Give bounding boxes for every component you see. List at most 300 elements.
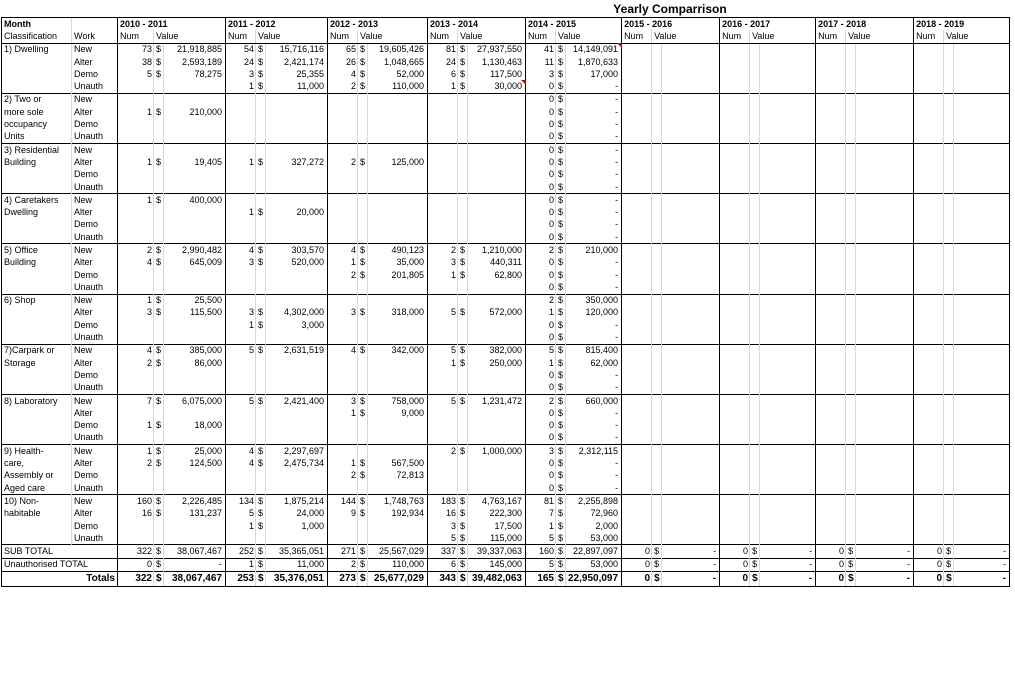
empty-currency-cell[interactable] [652,244,662,257]
empty-currency-cell[interactable] [358,369,368,381]
value-cell[interactable]: 145,000 [468,558,526,571]
empty-value-cell[interactable] [468,294,526,307]
num-cell[interactable]: 4 [328,244,358,257]
empty-num-cell[interactable] [720,331,750,344]
value-cell[interactable]: - [566,382,622,395]
currency-cell[interactable]: $ [458,558,468,571]
empty-num-cell[interactable] [622,432,652,445]
empty-value-cell[interactable] [266,106,328,118]
value-cell[interactable]: 19,405 [164,156,226,168]
empty-currency-cell[interactable] [944,106,954,118]
currency-cell[interactable]: $ [358,558,368,571]
empty-value-cell[interactable] [662,257,720,269]
num-cell[interactable]: 1 [118,156,154,168]
empty-num-cell[interactable] [816,520,846,532]
classification-cell[interactable] [2,169,72,181]
empty-currency-cell[interactable] [846,357,856,369]
num-cell[interactable]: 0 [118,558,154,571]
work-type-cell[interactable]: New [72,495,118,508]
empty-num-cell[interactable] [622,169,652,181]
empty-currency-cell[interactable] [358,520,368,532]
empty-num-cell[interactable] [428,281,458,294]
value-cell[interactable]: - [856,545,914,558]
empty-currency-cell[interactable] [652,43,662,56]
empty-currency-cell[interactable] [652,432,662,445]
classification-cell[interactable] [2,420,72,432]
currency-cell[interactable]: $ [154,156,164,168]
empty-value-cell[interactable] [164,206,226,218]
empty-value-cell[interactable] [760,394,816,407]
value-cell[interactable]: 2,226,485 [164,495,226,508]
empty-value-cell[interactable] [856,206,914,218]
currency-cell[interactable]: $ [358,457,368,469]
empty-num-cell[interactable] [118,331,154,344]
currency-cell[interactable]: $ [556,169,566,181]
empty-num-cell[interactable] [622,93,652,106]
empty-currency-cell[interactable] [750,482,760,495]
empty-currency-cell[interactable] [846,307,856,319]
empty-currency-cell[interactable] [944,294,954,307]
empty-value-cell[interactable] [164,269,226,281]
empty-currency-cell[interactable] [154,407,164,419]
empty-value-cell[interactable] [266,93,328,106]
empty-num-cell[interactable] [816,394,846,407]
num-cell[interactable]: 322 [118,545,154,558]
empty-num-cell[interactable] [328,482,358,495]
num-cell[interactable]: 2 [328,156,358,168]
num-cell[interactable]: 1 [328,407,358,419]
empty-currency-cell[interactable] [846,131,856,144]
currency-cell[interactable]: $ [358,470,368,482]
currency-cell[interactable]: $ [256,558,266,571]
empty-num-cell[interactable] [914,143,944,156]
empty-currency-cell[interactable] [750,394,760,407]
num-header-cell[interactable]: Num [428,30,458,43]
empty-currency-cell[interactable] [256,181,266,194]
num-cell[interactable]: 5 [526,344,556,357]
work-type-cell[interactable]: Demo [72,470,118,482]
empty-num-cell[interactable] [816,407,846,419]
empty-currency-cell[interactable] [846,520,856,532]
empty-currency-cell[interactable] [750,357,760,369]
empty-value-cell[interactable] [856,181,914,194]
empty-num-cell[interactable] [720,294,750,307]
empty-num-cell[interactable] [720,281,750,294]
empty-value-cell[interactable] [760,382,816,395]
empty-currency-cell[interactable] [750,169,760,181]
empty-currency-cell[interactable] [846,143,856,156]
value-cell[interactable]: 52,000 [368,68,428,80]
num-cell[interactable]: 54 [226,43,256,56]
value-cell[interactable]: 318,000 [368,307,428,319]
empty-value-cell[interactable] [954,156,1010,168]
empty-num-cell[interactable] [328,106,358,118]
num-cell[interactable]: 2 [118,357,154,369]
empty-currency-cell[interactable] [652,219,662,231]
empty-value-cell[interactable] [856,43,914,56]
empty-currency-cell[interactable] [652,118,662,130]
empty-num-cell[interactable] [226,407,256,419]
classification-cell[interactable] [2,532,72,545]
empty-value-cell[interactable] [856,495,914,508]
num-header-cell[interactable]: Num [526,30,556,43]
empty-currency-cell[interactable] [944,470,954,482]
empty-num-cell[interactable] [226,357,256,369]
num-cell[interactable]: 0 [914,572,944,587]
num-cell[interactable]: 1 [118,106,154,118]
num-cell[interactable]: 0 [526,420,556,432]
value-header-cell[interactable]: Value [256,30,328,43]
empty-currency-cell[interactable] [154,369,164,381]
empty-currency-cell[interactable] [458,369,468,381]
empty-currency-cell[interactable] [652,331,662,344]
empty-num-cell[interactable] [622,269,652,281]
num-cell[interactable]: 1 [226,520,256,532]
empty-currency-cell[interactable] [256,470,266,482]
empty-value-cell[interactable] [164,219,226,231]
empty-num-cell[interactable] [622,294,652,307]
currency-cell[interactable]: $ [358,407,368,419]
empty-value-cell[interactable] [164,482,226,495]
work-type-cell[interactable]: Alter [72,307,118,319]
empty-currency-cell[interactable] [944,169,954,181]
empty-currency-cell[interactable] [458,143,468,156]
classification-cell[interactable] [2,219,72,231]
empty-currency-cell[interactable] [358,382,368,395]
empty-value-cell[interactable] [954,344,1010,357]
empty-currency-cell[interactable] [846,382,856,395]
empty-value-cell[interactable] [368,331,428,344]
empty-currency-cell[interactable] [944,231,954,244]
value-cell[interactable]: - [566,118,622,130]
currency-cell[interactable]: $ [458,532,468,545]
empty-value-cell[interactable] [662,68,720,80]
num-cell[interactable]: 0 [526,194,556,207]
empty-currency-cell[interactable] [750,206,760,218]
empty-value-cell[interactable] [954,532,1010,545]
empty-num-cell[interactable] [226,532,256,545]
num-cell[interactable]: 0 [720,572,750,587]
empty-num-cell[interactable] [118,407,154,419]
num-cell[interactable]: 4 [226,457,256,469]
empty-currency-cell[interactable] [652,482,662,495]
empty-currency-cell[interactable] [154,118,164,130]
num-cell[interactable]: 2 [328,269,358,281]
currency-cell[interactable]: $ [750,572,760,587]
empty-value-cell[interactable] [954,118,1010,130]
empty-currency-cell[interactable] [458,281,468,294]
empty-currency-cell[interactable] [256,219,266,231]
work-type-cell[interactable]: Unauth [72,331,118,344]
empty-currency-cell[interactable] [358,420,368,432]
work-type-cell[interactable]: Unauth [72,231,118,244]
empty-value-cell[interactable] [662,294,720,307]
empty-num-cell[interactable] [816,169,846,181]
empty-currency-cell[interactable] [154,532,164,545]
empty-currency-cell[interactable] [652,394,662,407]
work-type-cell[interactable]: Alter [72,106,118,118]
year-header-cell[interactable]: 2012 - 2013 [328,18,428,31]
empty-currency-cell[interactable] [846,93,856,106]
work-type-cell[interactable]: New [72,194,118,207]
num-cell[interactable]: 160 [526,545,556,558]
currency-cell[interactable]: $ [556,457,566,469]
num-cell[interactable]: 0 [622,572,652,587]
empty-currency-cell[interactable] [256,118,266,130]
num-cell[interactable]: 3 [526,445,556,458]
num-cell[interactable]: 2 [428,445,458,458]
num-cell[interactable]: 0 [526,457,556,469]
empty-value-cell[interactable] [760,68,816,80]
empty-num-cell[interactable] [720,194,750,207]
empty-num-cell[interactable] [328,181,358,194]
empty-value-cell[interactable] [266,331,328,344]
empty-currency-cell[interactable] [652,194,662,207]
year-header-cell[interactable]: 2015 - 2016 [622,18,720,31]
empty-currency-cell[interactable] [750,407,760,419]
empty-num-cell[interactable] [720,231,750,244]
currency-cell[interactable]: $ [458,257,468,269]
value-cell[interactable]: - [566,369,622,381]
value-cell[interactable]: 250,000 [468,357,526,369]
empty-value-cell[interactable] [468,118,526,130]
empty-currency-cell[interactable] [944,357,954,369]
empty-num-cell[interactable] [226,194,256,207]
empty-num-cell[interactable] [622,508,652,520]
value-cell[interactable]: - [566,131,622,144]
currency-cell[interactable]: $ [556,219,566,231]
value-cell[interactable]: - [856,572,914,587]
empty-num-cell[interactable] [226,482,256,495]
empty-currency-cell[interactable] [846,495,856,508]
num-cell[interactable]: 160 [118,495,154,508]
empty-currency-cell[interactable] [846,269,856,281]
value-cell[interactable]: 17,000 [566,68,622,80]
empty-num-cell[interactable] [428,482,458,495]
value-cell[interactable]: 35,000 [368,257,428,269]
empty-value-cell[interactable] [468,331,526,344]
empty-value-cell[interactable] [266,169,328,181]
empty-value-cell[interactable] [368,143,428,156]
empty-currency-cell[interactable] [256,294,266,307]
empty-currency-cell[interactable] [944,482,954,495]
empty-num-cell[interactable] [622,56,652,68]
empty-value-cell[interactable] [368,382,428,395]
empty-value-cell[interactable] [856,257,914,269]
empty-value-cell[interactable] [266,194,328,207]
empty-num-cell[interactable] [816,231,846,244]
num-cell[interactable]: 0 [526,143,556,156]
empty-num-cell[interactable] [622,331,652,344]
empty-currency-cell[interactable] [652,93,662,106]
num-cell[interactable]: 5 [526,532,556,545]
value-cell[interactable]: 62,800 [468,269,526,281]
empty-currency-cell[interactable] [750,80,760,93]
value-cell[interactable]: 72,813 [368,470,428,482]
num-cell[interactable]: 5 [118,68,154,80]
empty-num-cell[interactable] [720,43,750,56]
num-cell[interactable]: 2 [328,470,358,482]
value-cell[interactable]: 25,500 [164,294,226,307]
empty-value-cell[interactable] [954,457,1010,469]
num-cell[interactable]: 0 [526,106,556,118]
value-cell[interactable]: 2,312,115 [566,445,622,458]
num-cell[interactable]: 0 [526,156,556,168]
empty-num-cell[interactable] [226,382,256,395]
classification-cell[interactable]: more sole [2,106,72,118]
value-cell[interactable]: - [566,219,622,231]
empty-currency-cell[interactable] [846,80,856,93]
currency-cell[interactable]: $ [556,558,566,571]
empty-num-cell[interactable] [622,470,652,482]
value-cell[interactable]: 520,000 [266,257,328,269]
empty-num-cell[interactable] [118,532,154,545]
num-cell[interactable]: 0 [526,219,556,231]
empty-num-cell[interactable] [914,382,944,395]
empty-value-cell[interactable] [468,482,526,495]
empty-value-cell[interactable] [468,470,526,482]
value-cell[interactable]: 2,297,697 [266,445,328,458]
empty-value-cell[interactable] [468,369,526,381]
empty-currency-cell[interactable] [846,470,856,482]
currency-cell[interactable]: $ [750,558,760,571]
empty-num-cell[interactable] [816,156,846,168]
empty-value-cell[interactable] [662,520,720,532]
empty-currency-cell[interactable] [944,68,954,80]
value-cell[interactable]: - [566,93,622,106]
empty-value-cell[interactable] [760,344,816,357]
num-cell[interactable]: 3 [428,520,458,532]
empty-currency-cell[interactable] [750,432,760,445]
currency-cell[interactable]: $ [556,520,566,532]
empty-num-cell[interactable] [226,106,256,118]
currency-cell[interactable]: $ [556,231,566,244]
currency-cell[interactable]: $ [458,344,468,357]
value-cell[interactable]: - [566,269,622,281]
empty-num-cell[interactable] [914,43,944,56]
num-cell[interactable]: 0 [526,93,556,106]
empty-currency-cell[interactable] [846,43,856,56]
empty-value-cell[interactable] [954,68,1010,80]
work-type-cell[interactable]: Unauth [72,131,118,144]
empty-currency-cell[interactable] [154,143,164,156]
num-cell[interactable]: 5 [428,344,458,357]
empty-value-cell[interactable] [954,482,1010,495]
empty-currency-cell[interactable] [458,181,468,194]
empty-num-cell[interactable] [118,520,154,532]
empty-currency-cell[interactable] [652,131,662,144]
empty-currency-cell[interactable] [846,181,856,194]
num-cell[interactable]: 0 [526,382,556,395]
empty-currency-cell[interactable] [256,532,266,545]
empty-value-cell[interactable] [468,131,526,144]
empty-currency-cell[interactable] [944,508,954,520]
empty-currency-cell[interactable] [750,231,760,244]
empty-currency-cell[interactable] [750,532,760,545]
empty-num-cell[interactable] [816,257,846,269]
work-type-cell[interactable]: Demo [72,319,118,331]
value-cell[interactable]: - [566,169,622,181]
empty-currency-cell[interactable] [358,319,368,331]
empty-value-cell[interactable] [954,231,1010,244]
value-cell[interactable]: 25,355 [266,68,328,80]
num-cell[interactable]: 1 [118,445,154,458]
empty-num-cell[interactable] [622,143,652,156]
num-cell[interactable]: 2 [118,457,154,469]
empty-num-cell[interactable] [816,344,846,357]
empty-currency-cell[interactable] [358,194,368,207]
num-cell[interactable]: 7 [118,394,154,407]
empty-num-cell[interactable] [720,244,750,257]
empty-num-cell[interactable] [914,80,944,93]
empty-value-cell[interactable] [760,80,816,93]
currency-cell[interactable]: $ [556,407,566,419]
work-type-cell[interactable]: New [72,43,118,56]
num-cell[interactable]: 5 [428,532,458,545]
empty-value-cell[interactable] [662,219,720,231]
empty-value-cell[interactable] [164,231,226,244]
empty-value-cell[interactable] [662,93,720,106]
empty-num-cell[interactable] [428,93,458,106]
num-cell[interactable]: 1 [428,269,458,281]
work-type-cell[interactable]: Alter [72,206,118,218]
empty-currency-cell[interactable] [750,131,760,144]
num-cell[interactable]: 183 [428,495,458,508]
value-cell[interactable]: - [164,558,226,571]
value-cell[interactable]: - [662,572,720,587]
empty-value-cell[interactable] [954,445,1010,458]
empty-currency-cell[interactable] [154,382,164,395]
empty-value-cell[interactable] [856,319,914,331]
empty-value-cell[interactable] [662,169,720,181]
num-cell[interactable]: 1 [226,80,256,93]
currency-cell[interactable]: $ [556,432,566,445]
empty-currency-cell[interactable] [652,80,662,93]
empty-num-cell[interactable] [226,420,256,432]
empty-currency-cell[interactable] [256,281,266,294]
num-header-cell[interactable]: Num [622,30,652,43]
empty-currency-cell[interactable] [358,118,368,130]
empty-currency-cell[interactable] [256,407,266,419]
empty-num-cell[interactable] [914,420,944,432]
empty-num-cell[interactable] [226,118,256,130]
currency-cell[interactable]: $ [556,206,566,218]
work-type-cell[interactable]: Unauth [72,281,118,294]
work-type-cell[interactable]: New [72,344,118,357]
work-type-cell[interactable]: Alter [72,407,118,419]
empty-value-cell[interactable] [368,181,428,194]
value-cell[interactable]: 2,990,482 [164,244,226,257]
classification-cell[interactable]: 4) Caretakers [2,194,72,207]
empty-value-cell[interactable] [856,281,914,294]
empty-num-cell[interactable] [622,194,652,207]
value-cell[interactable]: - [566,407,622,419]
blank-header-cell[interactable] [72,18,118,31]
empty-num-cell[interactable] [816,445,846,458]
empty-value-cell[interactable] [368,106,428,118]
currency-cell[interactable]: $ [154,558,164,571]
currency-cell[interactable]: $ [556,357,566,369]
empty-num-cell[interactable] [118,269,154,281]
classification-cell[interactable] [2,331,72,344]
value-cell[interactable]: 78,275 [164,68,226,80]
currency-cell[interactable]: $ [154,344,164,357]
empty-num-cell[interactable] [622,445,652,458]
currency-cell[interactable]: $ [256,445,266,458]
empty-value-cell[interactable] [368,294,428,307]
empty-currency-cell[interactable] [750,68,760,80]
empty-num-cell[interactable] [328,532,358,545]
